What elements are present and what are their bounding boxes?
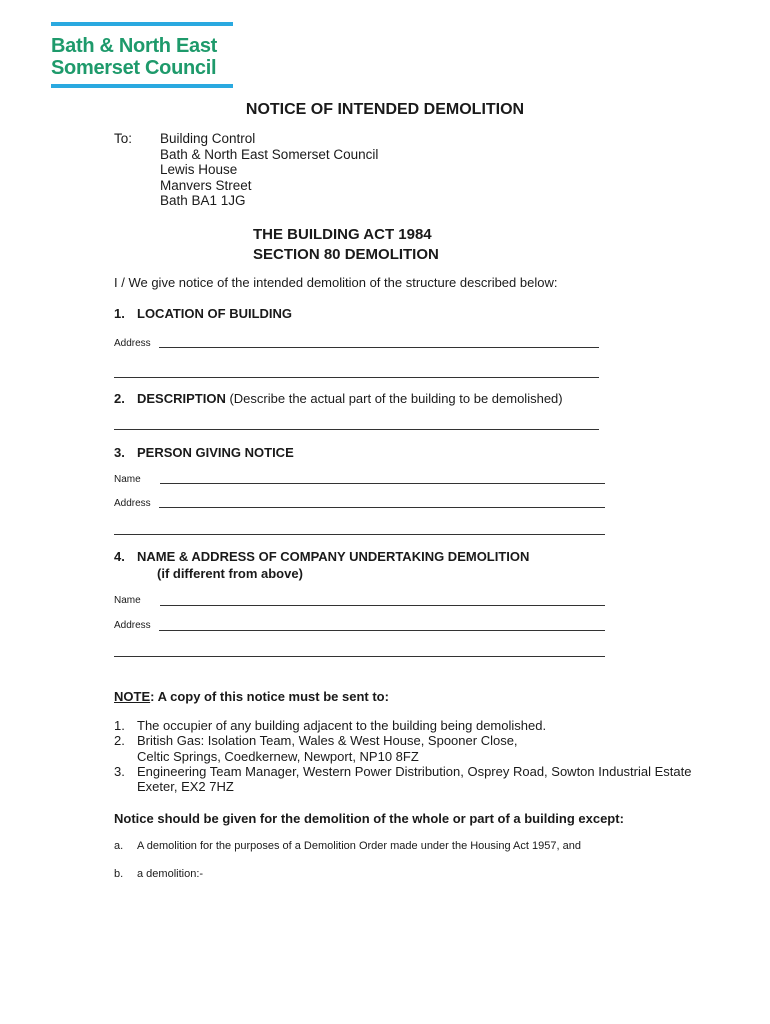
list-text: Celtic Springs, Coedkernew, Newport, NP10 8FZ	[137, 748, 419, 764]
company-address-field-2[interactable]	[114, 656, 605, 657]
company-address-field[interactable]	[159, 630, 605, 631]
section-4-heading	[114, 548, 529, 582]
list-number: 3.	[114, 763, 125, 779]
section-number: 2.	[114, 391, 125, 406]
exception-letter: a.	[114, 840, 124, 852]
section-number: 4.	[114, 549, 125, 564]
logo-bottom-bar	[51, 84, 233, 88]
section-title: PERSON GIVING NOTICE	[137, 445, 294, 460]
logo-line-2: Somerset Council	[51, 57, 217, 79]
description-field[interactable]	[114, 429, 599, 430]
note-text: : A copy of this notice must be sent to:	[150, 689, 389, 704]
intro-text: I / We give notice of the intended demolition of the structure described below:	[114, 275, 558, 290]
note-label: NOTE	[114, 689, 151, 704]
list-text: Engineering Team Manager, Western Power Distribution, Osprey Road, Sowton Industrial Estate	[137, 763, 692, 779]
location-address-field-2[interactable]	[114, 377, 599, 378]
section-number: 1.	[114, 306, 125, 321]
logo-line-1: Bath & North East	[51, 35, 218, 57]
company-name-field[interactable]	[160, 605, 605, 606]
exception-item	[114, 868, 203, 880]
recipients-list	[114, 718, 764, 794]
exception-item	[114, 840, 581, 852]
section-2-heading	[114, 391, 563, 406]
notifier-name-label: Name	[114, 474, 141, 485]
recipient-line: Lewis House	[160, 162, 238, 177]
recipient-line: Manvers Street	[160, 177, 252, 193]
notifier-name-field[interactable]	[160, 483, 605, 484]
section-title: LOCATION OF BUILDING	[137, 306, 293, 321]
location-address-label: Address	[114, 338, 151, 349]
list-item	[114, 764, 764, 795]
exception-text: a demolition:-	[137, 868, 204, 880]
section-1-heading	[114, 306, 292, 321]
section-title: NAME & ADDRESS OF COMPANY UNDERTAKING DEMOLITION	[137, 549, 530, 564]
exception-heading: Notice should be given for the demolition of the whole or part of a building except:	[114, 811, 624, 826]
council-logo	[51, 22, 233, 88]
list-item	[114, 733, 764, 764]
company-address-label: Address	[114, 620, 151, 631]
list-number: 2.	[114, 733, 125, 749]
note-heading	[114, 689, 389, 704]
company-name-label: Name	[114, 595, 141, 606]
act-line-2: SECTION 80 DEMOLITION	[253, 246, 439, 263]
to-label: To:	[114, 131, 133, 146]
description-note: (Describe the actual part of the building to be demolished)	[229, 391, 563, 406]
act-heading	[253, 225, 439, 265]
notifier-address-field[interactable]	[159, 507, 605, 508]
list-number: 1.	[114, 718, 125, 733]
section-subtitle: (if different from above)	[157, 566, 303, 581]
recipient-line: Building Control	[160, 131, 256, 146]
exception-letter: b.	[114, 868, 124, 880]
logo-top-bar	[51, 22, 233, 26]
recipient-address	[160, 131, 378, 209]
notifier-address-label: Address	[114, 498, 151, 509]
list-text: The occupier of any building adjacent to the building being demolished.	[137, 718, 547, 733]
recipient-line: Bath BA1 1JG	[160, 193, 246, 208]
section-number: 3.	[114, 445, 125, 460]
location-address-field[interactable]	[159, 347, 599, 348]
list-text: British Gas: Isolation Team, Wales & West House, Spooner Close,	[137, 733, 518, 749]
notifier-address-field-2[interactable]	[114, 534, 605, 535]
list-item	[114, 718, 764, 733]
list-text: Exeter, EX2 7HZ	[137, 779, 234, 795]
section-3-heading	[114, 445, 294, 460]
page-title: NOTICE OF INTENDED DEMOLITION	[245, 101, 525, 118]
section-title: DESCRIPTION	[137, 391, 226, 406]
exception-text: A demolition for the purposes of a Demolition Order made under the Housing Act 1957, and	[137, 840, 581, 852]
act-line-1: THE BUILDING ACT 1984	[253, 226, 432, 243]
recipient-line: Bath & North East Somerset Council	[160, 146, 379, 162]
